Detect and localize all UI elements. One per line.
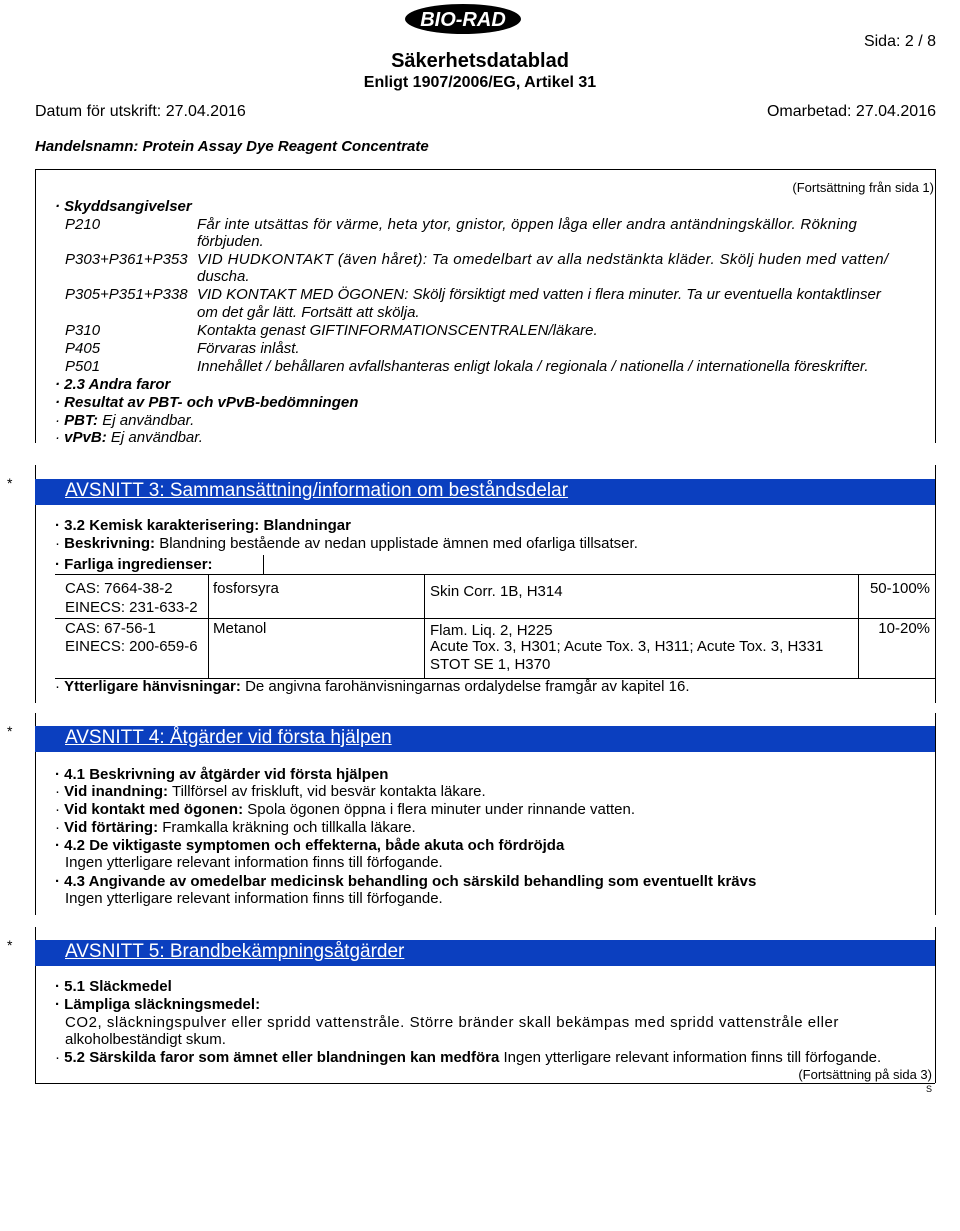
bio-rad-logo bbox=[404, 3, 522, 35]
eye-contact-label: Vid kontakt med ögonen: bbox=[64, 801, 244, 818]
p210-code: P210 bbox=[65, 216, 101, 233]
row2-name: Metanol bbox=[213, 620, 267, 637]
section3-title: AVSNITT 3: Sammansättning/information om beståndsdelar bbox=[65, 480, 569, 501]
eye-contact-line bbox=[55, 801, 635, 818]
pbt-assessment-heading: · Resultat av PBT- och vPvB-bedömningen bbox=[55, 394, 358, 411]
row1-einecs: EINECS: 231-633-2 bbox=[65, 599, 198, 616]
precautions-title: · Skyddsangivelser bbox=[55, 198, 192, 215]
section4-banner bbox=[35, 726, 935, 752]
eye-contact-value: Spola ögonen öppna i flera minuter under rinnande vatten. bbox=[247, 801, 636, 818]
p405-text: Förvaras inlåst. bbox=[197, 340, 300, 357]
suitable-media-label: · Lämpliga släckningsmedel: bbox=[55, 996, 260, 1013]
extinguishing-media-heading: · 5.1 Släckmedel bbox=[55, 978, 172, 995]
p305-code: P305+P351+P338 bbox=[65, 286, 188, 303]
table-col-divider-1 bbox=[208, 574, 209, 678]
row1-concentration: 50-100% bbox=[869, 580, 930, 597]
row1-cas: CAS: 7664-38-2 bbox=[65, 580, 173, 597]
section3-border-right bbox=[935, 465, 936, 703]
table-row-divider bbox=[55, 618, 935, 619]
suitable-media-text: CO2, släckningspulver eller spridd vattenstråle. Större bränder skall bekämpas med spridd vattenstråle eller bbox=[65, 1014, 839, 1031]
page-number: Sida: 2 / 8 bbox=[863, 33, 936, 50]
further-info-label: Ytterligare hänvisningar: bbox=[64, 678, 241, 695]
p305-text: VID KONTAKT MED ÖGONEN: Skölj försiktigt med vatten i flera minuter. Ta ur eventuella kontaktlinser bbox=[197, 286, 881, 303]
table-col-divider-2 bbox=[424, 574, 425, 678]
continued-from: (Fortsättning från sida 1) bbox=[792, 180, 934, 195]
suitable-media-text-2: alkoholbeständigt skum. bbox=[65, 1031, 226, 1048]
symptoms-text: Ingen ytterligare relevant information finns till förfogande. bbox=[65, 854, 443, 871]
hazardous-ingredients-title: · Farliga ingredienser: bbox=[55, 556, 213, 573]
table-col-divider-3 bbox=[858, 574, 859, 678]
section4-border-right bbox=[935, 713, 936, 915]
description-line bbox=[55, 535, 638, 552]
row2-classification-3: STOT SE 1, H370 bbox=[430, 656, 551, 673]
row2-cas: CAS: 67-56-1 bbox=[65, 620, 156, 637]
ingestion-value: Framkalla kräkning och tillkalla läkare. bbox=[162, 819, 416, 836]
row2-einecs: EINECS: 200-659-6 bbox=[65, 638, 198, 655]
section2-border-right bbox=[935, 169, 936, 443]
section3-banner bbox=[35, 479, 935, 505]
description-label: Beskrivning: bbox=[64, 535, 156, 552]
product-name: Handelsnamn: Protein Assay Dye Reagent Concentrate bbox=[35, 138, 429, 155]
inhalation-value: Tillförsel av friskluft, vid besvär kontakta läkare. bbox=[171, 783, 486, 800]
section2-border-left bbox=[35, 169, 36, 443]
p501-code: P501 bbox=[65, 358, 101, 375]
row2-classification-2: Acute Tox. 3, H301; Acute Tox. 3, H311; Acute Tox. 3, H331 bbox=[430, 638, 824, 655]
print-date: Datum för utskrift: 27.04.2016 bbox=[35, 103, 246, 120]
section5-title: AVSNITT 5: Brandbekämpningsåtgärder bbox=[65, 941, 405, 962]
description-value: Blandning bestående av nedan upplistade ämnen med ofarliga tillsatser. bbox=[159, 535, 638, 552]
regulation: Enligt 1907/2006/EG, Artikel 31 bbox=[363, 74, 597, 91]
section5-banner bbox=[35, 940, 935, 966]
row1-name: fosforsyra bbox=[213, 580, 279, 597]
medical-treatment-text: Ingen ytterligare relevant information finns till förfogande. bbox=[65, 890, 443, 907]
section5-border-right bbox=[935, 927, 936, 1083]
p310-text: Kontakta genast GIFTINFORMATIONSCENTRALEN/läkare. bbox=[197, 322, 598, 339]
section3-change-marker: * bbox=[7, 475, 13, 491]
pbt-value: Ej användbar. bbox=[102, 412, 195, 429]
footer-rule bbox=[35, 1083, 935, 1084]
p305-text-2: om det går lätt. Fortsätt att skölja. bbox=[197, 304, 420, 321]
symptoms-heading: · 4.2 De viktigaste symptomen och effekterna, både akuta och fördröjda bbox=[55, 837, 564, 854]
ingestion-line bbox=[55, 819, 416, 836]
vpvb-label: vPvB: bbox=[64, 429, 107, 446]
special-hazards-heading: 5.2 Särskilda faror som ämnet eller blandningen kan medföra bbox=[64, 1049, 500, 1066]
p303-code: P303+P361+P353 bbox=[65, 251, 188, 268]
special-hazards-line bbox=[55, 1049, 881, 1066]
pbt-label: PBT: bbox=[64, 412, 99, 429]
p210-text-2: förbjuden. bbox=[197, 233, 264, 250]
document-code: S bbox=[926, 1084, 933, 1094]
logo-text: BIO-RAD bbox=[420, 9, 506, 31]
document-title: Säkerhetsdatablad bbox=[391, 50, 569, 72]
first-aid-description-heading: · 4.1 Beskrivning av åtgärder vid första hjälpen bbox=[55, 766, 388, 783]
p303-text: VID HUDKONTAKT (även håret): Ta omedelbart av alla nedstänkta kläder. Skölj huden med vatten/ bbox=[197, 251, 889, 268]
vpvb-value: Ej användbar. bbox=[110, 429, 203, 446]
inhalation-label: Vid inandning: bbox=[64, 783, 169, 800]
further-info-line bbox=[55, 678, 690, 695]
medical-treatment-heading: · 4.3 Angivande av omedelbar medicinsk behandling och särskild behandling som eventuellt krävs bbox=[55, 873, 756, 890]
section4-change-marker: * bbox=[7, 723, 13, 739]
special-hazards-text: Ingen ytterligare relevant information finns till förfogande. bbox=[503, 1049, 882, 1066]
table-title-divider bbox=[263, 555, 264, 575]
other-hazards-heading: · 2.3 Andra faror bbox=[55, 376, 170, 393]
p210-text: Får inte utsättas för värme, heta ytor, gnistor, öppen låga eller andra antändningskällor. Rökning bbox=[197, 216, 858, 233]
section4-title: AVSNITT 4: Åtgärder vid första hjälpen bbox=[65, 727, 392, 748]
further-info-value: De angivna farohänvisningarnas ordalydelse framgår av kapitel 16. bbox=[245, 678, 690, 695]
p303-text-2: duscha. bbox=[197, 268, 250, 285]
table-rule-top bbox=[55, 574, 935, 575]
continued-to: (Fortsättning på sida 3) bbox=[798, 1067, 932, 1082]
row2-concentration: 10-20% bbox=[878, 620, 930, 637]
p405-code: P405 bbox=[65, 340, 101, 357]
row2-classification-1: Flam. Liq. 2, H225 bbox=[430, 622, 553, 639]
header-rule bbox=[35, 169, 935, 170]
revised-date: Omarbetad: 27.04.2016 bbox=[766, 103, 936, 120]
chemical-characterization: · 3.2 Kemisk karakterisering: Blandningar bbox=[55, 517, 351, 534]
p501-text: Innehållet / behållaren avfallshanteras enligt lokala / regionala / nationella / internationella föreskrifter. bbox=[197, 358, 869, 375]
row1-classification: Skin Corr. 1B, H314 bbox=[430, 583, 563, 600]
p310-code: P310 bbox=[65, 322, 101, 339]
inhalation-line bbox=[55, 783, 486, 800]
vpvb-line bbox=[55, 429, 203, 446]
ingestion-label: Vid förtäring: bbox=[64, 819, 159, 836]
section5-change-marker: * bbox=[7, 937, 13, 953]
pbt-line bbox=[55, 412, 194, 429]
